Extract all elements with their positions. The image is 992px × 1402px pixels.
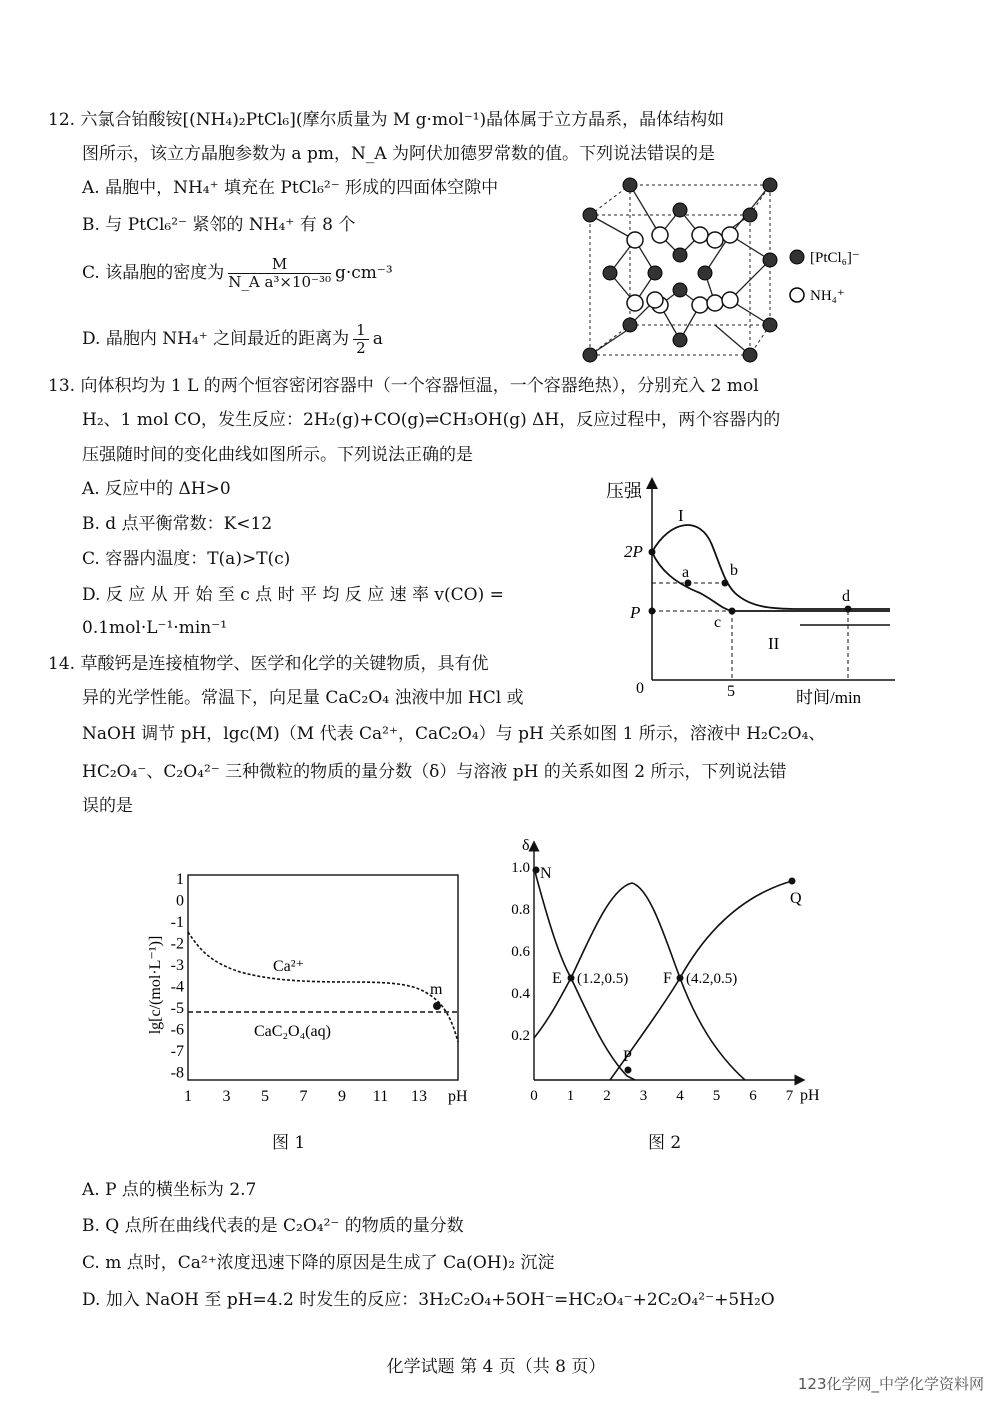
fig1-ylabel: lg[c/(mol·L⁻¹)] [147,935,164,1035]
fig2-q-label: Q [790,890,802,907]
q12-d-pre: D. 晶胞内 NH₄⁺ 之间最近的距离为 [82,329,350,350]
fig2-xtick-2: 2 [603,1088,611,1104]
q14-line4: HC₂O₄⁻、C₂O₄²⁻ 三种微粒的物质的量分数（δ）与溶液 pH 的关系如图 2 所示，下列说法错 [82,762,787,782]
fig1-xtick-0: 1 [184,1088,192,1105]
fig1-xtick-3: 7 [299,1088,308,1105]
q13-option-c: C. 容器内温度：T(a)>T(c) [82,549,291,569]
q12-line2: 图所示，该立方晶胞参数为 a pm，N_A 为阿伏加德罗常数的值。下列说法错误的是 [82,144,715,164]
q12-d-post: a [372,329,383,350]
legend-pt-label: [PtCl₆]⁻ [810,250,860,266]
fig2-n-label: N [540,865,552,882]
q12-d-den: 2 [356,339,366,358]
figure-2-chart [490,828,830,1108]
fig2-caption: 图 2 [648,1133,682,1153]
fig1-cac-label: CaC₂O₄(aq) [254,1023,331,1040]
fig1-ytick-9: -8 [170,1064,184,1082]
q12-option-a: A. 晶胞中，NH₄⁺ 填充在 PtCl₆²⁻ 形成的四面体空隙中 [82,178,499,198]
p-tick-5: 5 [727,683,735,700]
label-d: d [842,588,850,605]
fig2-f-label: F [663,970,672,987]
q12-c-post: g·cm⁻³ [335,263,393,284]
fig2-xtick-6: 6 [749,1088,757,1104]
q14-line2: 异的光学性能。常温下，向足量 CaC₂O₄ 浊液中加 HCl 或 [82,688,524,708]
fig2-ylabel: δ [522,837,530,854]
label-a: a [682,564,690,581]
fig2-xtick-3: 3 [639,1088,648,1104]
figure-1-chart [130,860,480,1110]
fig1-xtick-2: 5 [261,1088,269,1105]
q12-option-b: B. 与 PtCl₆²⁻ 紧邻的 NH₄⁺ 有 8 个 [82,215,356,235]
q13-option-d2: 0.1mol·L⁻¹·min⁻¹ [82,618,228,638]
fig2-xtick-5: 5 [712,1088,721,1104]
fig1-ytick-0: 1 [176,871,184,888]
fig1-point-m [433,1002,441,1010]
fig2-ytick-1: 0.8 [511,902,530,918]
p-tick-2p: 2P [624,542,643,561]
fig1-caption: 图 1 [272,1133,306,1153]
fig1-ytick-1: 0 [176,892,184,910]
fig2-xtick-7: 7 [785,1088,794,1104]
q12-c-den: N_A a³×10⁻³⁰ [228,273,331,292]
fig2-f-coord: (4.2,0.5) [686,971,738,987]
fig1-ytick-5: -4 [170,978,184,996]
fig1-xtick-1: 3 [222,1088,231,1105]
q13-option-d1: D. 反 应 从 开 始 至 c 点 时 平 均 反 应 速 率 v(CO) = [82,585,504,605]
fig2-e-coord: (1.2,0.5) [577,971,629,987]
q13-line1: 13. 向体积均为 1 L 的两个恒容密闭容器中（一个容器恒温，一个容器绝热），分别充入 2 mol [48,376,759,396]
fig1-ytick-2: -1 [170,914,184,931]
fig1-xtick-5: 11 [372,1088,389,1105]
fig1-xtick-6: 13 [411,1088,427,1105]
q13-option-a: A. 反应中的 ΔH>0 [82,479,231,499]
fig2-ytick-4: 0.2 [511,1028,530,1044]
q12-d-num: 1 [353,322,369,340]
q14-line1: 14. 草酸钙是连接植物学、医学和化学的关键物质，具有优 [48,654,489,674]
q13-line2: H₂、1 mol CO，发生反应：2H₂(g)+CO(g)⇌CH₃OH(g) ΔH，反应过程中，两个容器内的 [82,410,781,430]
fig2-ytick-0: 1.0 [511,860,530,876]
label-b: b [730,562,738,579]
fig2-p-label: P [623,1048,632,1065]
fig1-ca-label: Ca²⁺ [273,958,305,975]
point-b [722,580,729,587]
q12-option-c [82,256,393,292]
p-xlabel: 时间/min [796,688,862,707]
fig1-ytick-7: -6 [170,1021,184,1039]
fig1-ytick-4: -3 [170,957,184,974]
label-curve-ii: II [768,634,780,653]
fig1-ytick-6: -5 [170,1000,184,1017]
fig1-xlabel: pH [448,1088,468,1105]
label-curve-i: I [678,506,684,525]
legend-nh-label: NH₄⁺ [810,288,845,304]
q12-d-fraction [353,322,369,358]
fig1-m-label: m [430,981,443,998]
watermark: 123化学网_中学化学资料网 [797,1375,984,1393]
fig2-e-label: E [552,970,562,987]
p-ylabel: 压强 [606,481,642,501]
crystal-structure-figure [575,175,895,365]
q12-line1: 12. 六氯合铂酸铵[(NH₄)₂PtCl₆](摩尔质量为 M g·mol⁻¹)晶体属于立方晶系，晶体结构如 [48,110,725,130]
q14-option-b: B. Q 点所在曲线代表的是 C₂O₄²⁻ 的物质的量分数 [82,1216,464,1236]
fig2-xtick-4: 4 [676,1088,684,1104]
fig2-xtick-0: 0 [530,1088,538,1104]
q14-option-c: C. m 点时，Ca²⁺浓度迅速下降的原因是生成了 Ca(OH)₂ 沉淀 [82,1253,555,1273]
fig2-ytick-3: 0.4 [511,986,530,1002]
fig2-ytick-2: 0.6 [511,944,530,960]
q12-c-fraction [228,256,331,292]
fig1-ytick-8: -7 [170,1043,184,1060]
page-footer: 化学试题 第 4 页（共 8 页） [386,1357,606,1377]
q14-line3: NaOH 调节 pH，lgc(M)（M 代表 Ca²⁺，CaC₂O₄）与 pH 关系如图 1 所示，溶液中 H₂C₂O₄、 [82,724,826,744]
fig2-xtick-1: 1 [566,1088,575,1104]
p-tick-p: P [630,603,641,622]
q14-option-a: A. P 点的横坐标为 2.7 [82,1180,257,1200]
p-tick-0: 0 [636,680,644,697]
fig1-ytick-3: -2 [170,935,184,953]
legend-nh-icon [790,288,804,302]
point-c [729,608,736,615]
q13-line3: 压强随时间的变化曲线如图所示。下列说法正确的是 [82,445,473,465]
pressure-time-chart [600,475,900,715]
point-d [845,606,852,613]
q14-line5: 误的是 [82,796,133,816]
legend-pt-icon [790,250,804,264]
q13-option-b: B. d 点平衡常数：K<12 [82,514,273,534]
label-c: c [714,614,722,631]
q12-c-num: M [228,256,331,274]
q12-c-pre: C. 该晶胞的密度为 [82,263,225,284]
fig1-xtick-4: 9 [338,1088,346,1105]
q14-option-d: D. 加入 NaOH 至 pH=4.2 时发生的反应：3H₂C₂O₄+5OH⁻=HC₂O₄⁻+2C₂O₄²⁻+5H₂O [82,1290,775,1310]
q12-option-d [82,322,383,358]
fig2-xlabel: pH [800,1087,820,1104]
